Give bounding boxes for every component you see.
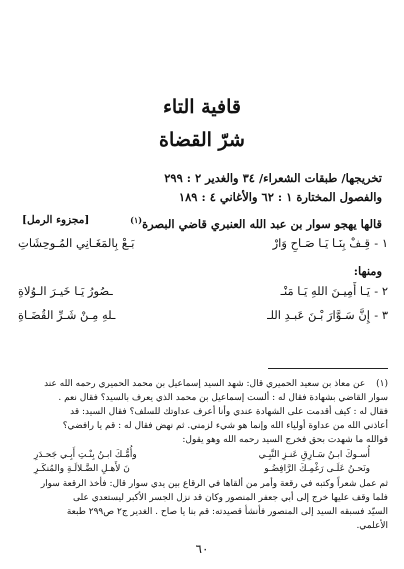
footnote-verse-row	[34, 463, 370, 476]
footnote-verse-row	[34, 449, 370, 462]
footnote-verse-second: وأُمُّـكَ ابـنُ بِنْـتِ أَبِـي جَحـدَرِ	[34, 450, 137, 460]
verse-hemistich-first: قِـفْ بِنَـا يَـا صَـاحِ وَارْ	[272, 236, 370, 250]
verse-hemistich-second: ـصُورُ يَـا خَيـرَ الـوُلاةِ	[18, 284, 113, 298]
poem-intro	[22, 213, 382, 232]
verse-hemistich-first: يَـا أَمِيـنَ اللهِ يَـا مَنْـ	[280, 284, 370, 298]
footnote-line: السيّد فسبقه السيد إلى المنصور فأنشأ قصيدته: قم بنا يا صاح . الغدير ج٢ ص٢٩٩ طبعة	[66, 507, 388, 517]
verse-hemistich-second: ـلهِ مِـنْ شَـرِّ القُضَـاةِ	[18, 308, 116, 322]
footnote-line: فقال له : كيف أقدمت على الشهادة عندي وأنا أعرف عداوتك للسلف؟ فقال السيد: قد	[70, 407, 388, 417]
meter-label: [مجزوء الرمل]	[22, 214, 90, 226]
verse-row	[16, 306, 388, 324]
footnote-line: أعاذني الله من عداوة أولياء الله وإنما هو شيء لزمني. ثم نهض فقال له : قم يا رافضي؟	[62, 421, 388, 431]
footnote-line: ثم عمل شعراً وكتبه في رقعة وأمر من ألقاها في الرقاع بين يدي سوار قال: فأخذ الرقعة سوار	[40, 479, 388, 489]
verse-hemistich-second: بَـعْ بِالمَغَـانِي المُـوحِشَاتِ	[18, 236, 135, 250]
footnote-line	[18, 378, 388, 392]
verse-row	[16, 282, 388, 300]
poem-title: شرّ القضاة	[159, 129, 245, 151]
footnote-divider	[268, 368, 388, 369]
footnote-number: (١)	[376, 379, 388, 389]
minha-label: ومنها:	[353, 264, 382, 278]
footnote-verse-first: أُسـوكَ ابـنُ سَـارِقِ عَنـزِ النَّبِـي	[258, 450, 370, 460]
footnote-line: الأعلمي.	[356, 521, 388, 531]
verse-number: ٣ -	[374, 308, 388, 322]
footnote-text: عن معاذ بن سعيد الحميري قال: شهد السيد إسماعيل بن محمد الحميري رحمه الله عند	[44, 379, 366, 389]
intro-text: قالها يهجو سوار بن عبد الله العنبري قاضي البصرة	[142, 216, 382, 231]
verse-number: ١ -	[374, 236, 388, 250]
footnote-line: سوار القاضي بشهادة فقال له : ألست إسماعيل بن محمد الذي يعرف بالسيد؟ فقال نعم .	[58, 393, 388, 403]
intro-footnote-ref[interactable]: (١)	[130, 215, 143, 225]
footnote-verse-second: نَ لأَهـلِ الضَّـلالَـةِ والمُنكَـرِ	[34, 464, 130, 474]
fusul-line: والفصول المختارة ١ : ٦٢ والأغاني ٤ : ١٨٩	[178, 190, 382, 204]
verse-row	[16, 234, 388, 252]
takhrij-line: تخريجها/ طبقات الشعراء/ ٣٤ والغدير ٢ : ٢٩٩	[164, 171, 382, 185]
footnote-verse-first: ونَحـنُ عَلَـى رَغْمِـكَ الرَّافِضُـو	[264, 464, 370, 474]
verse-hemistich-first: إِنَّ سَـوَّارَ بْـنَ عَبـدِ اللـ	[267, 308, 370, 322]
chapter-title: قافية التاء	[162, 96, 241, 118]
verse-number: ٢ -	[374, 284, 388, 298]
footnote-line: فلما وقف عليها خرج إلى أبي جعفر المنصور وكان قد نزل الجسر الأكبر ليستعدي على	[72, 493, 388, 503]
page-number: ٦٠	[195, 542, 209, 556]
footnote-line: فوالله ما شهدت بحق فخرج السيد رحمه الله وهو يقول:	[182, 435, 388, 445]
